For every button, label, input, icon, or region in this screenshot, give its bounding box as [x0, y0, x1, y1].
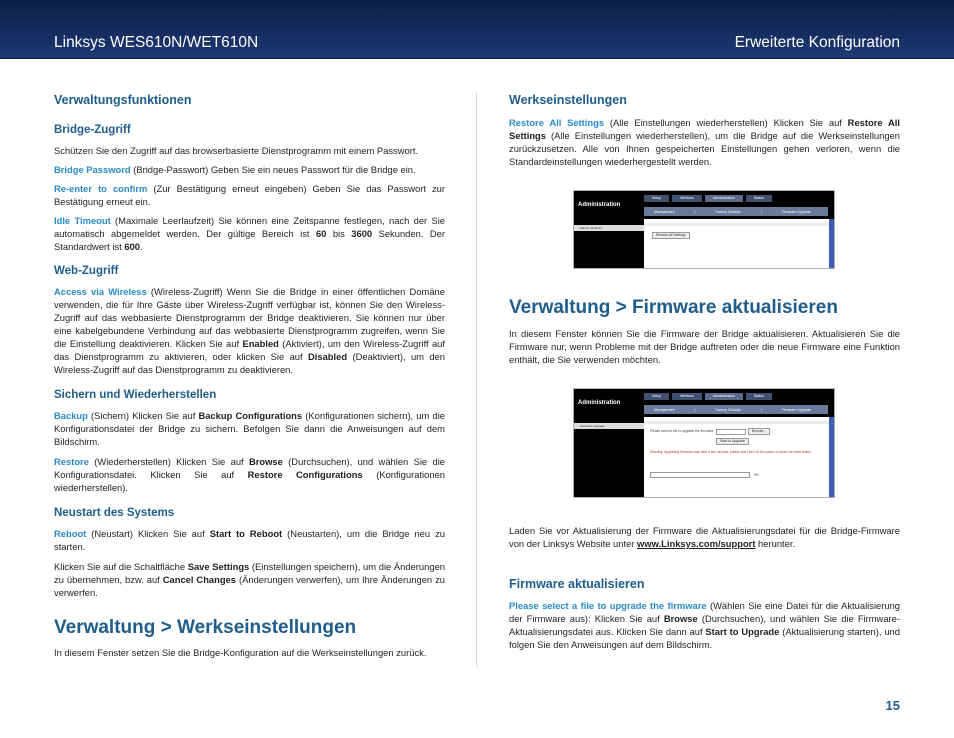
- factory-defaults-screenshot: [573, 190, 835, 269]
- shot-select-label: Please select a file to upgrade the firmware:: [650, 429, 715, 433]
- shot-progress-pct: 0%: [754, 473, 759, 477]
- firmware-upgrade-para: Please select a file to upgrade the firmware (Wählen Sie eine Datei für die Aktualisierung der Firmware aus): Klicken Sie auf Browse (Durchsuchen), und wählen Sie die Firmware-Aktualisierungsdatei aus. Klicken Sie dann auf Start to Upgrade (Aktualisierung starten), und folgen Sie den Anweisungen auf dem Bildschirm.: [509, 600, 901, 650]
- shot-side-item: Firmware Upgrade: [574, 423, 644, 429]
- restore-all-para: Restore All Settings (Alle Einstellungen wiederherstellen) Klicken Sie auf Restore All Settings (Alle Einstellungen wiederherstellen), um die Bridge auf die Werkseinstellungen zurückzusetzen. Alle von Ihnen gespeicherten Einstellungen gehen verloren, wenn die Standardeinstellungen wiederhergestellt werden.: [509, 117, 900, 167]
- page-header: [0, 0, 954, 59]
- shot-tab: Setup: [644, 393, 669, 400]
- restore-all-settings-button: Restore All Settings: [652, 232, 690, 239]
- bridge-access-intro: Schützen Sie den Zugriff auf das browserbasierte Dienstprogramm mit einem Passwort.: [54, 145, 419, 156]
- header-section: Erweiterte Konfiguration: [734, 34, 900, 51]
- shot-tab: Administration: [705, 393, 743, 400]
- factory-defaults-intro: In diesem Fenster setzen Sie die Bridge-Konfiguration auf die Werkseinstellungen zurück.: [54, 647, 427, 658]
- page-number: 15: [885, 698, 900, 713]
- header-product: Linksys WES610N/WET610N: [54, 34, 259, 51]
- shot-tabs: [644, 195, 834, 202]
- shot-tab: Wireless: [672, 393, 701, 400]
- shot-sidebar: [574, 417, 644, 497]
- firmware-intro: In diesem Fenster können Sie die Firmware der Bridge aktualisieren. Aktualisieren Sie die Firmware nur, wenn Probleme mit der Bridge auftreten oder die neue Firmware eine Funktion enthält, die Sie verwenden möchten.: [509, 328, 900, 365]
- shot-start-upgrade-button: Start to Upgrade: [716, 438, 749, 445]
- shot-brand: Administration: [578, 202, 621, 208]
- web-access-heading: Web-Zugriff: [54, 265, 119, 277]
- shot-browse-button: Browse...: [748, 428, 770, 435]
- mgmt-heading: Verwaltungsfunktionen: [54, 93, 192, 107]
- shot-tab: Administration: [705, 195, 743, 202]
- backup-heading: Sichern und Wiederherstellen: [54, 389, 217, 401]
- shot-subnav: Management | Factory Defaults | Firmware Upgrade: [644, 405, 828, 414]
- shot-sidebar: [574, 219, 644, 268]
- firmware-title: Verwaltung > Firmware aktualisieren: [509, 297, 838, 318]
- firmware-upgrade-heading: Firmware aktualisieren: [509, 577, 645, 591]
- shot-tab: Status: [746, 195, 772, 202]
- right-column: [509, 92, 900, 651]
- shot-subnav: Management | Factory Defaults | Firmware Upgrade: [644, 207, 828, 216]
- shot-progress-bar: [650, 472, 750, 478]
- bridge-password-para: Bridge Password (Bridge-Passwort) Geben Sie ein neues Passwort für die Bridge ein.: [54, 164, 416, 175]
- column-divider: [476, 92, 477, 667]
- factory-defaults-title: Verwaltung > Werkseinstellungen: [54, 617, 357, 638]
- bridge-access-heading: Bridge-Zugriff: [54, 124, 131, 136]
- save-settings-para: Klicken Sie auf die Schaltfläche Save Settings (Einstellungen speichern), um die Änderungen zu übernehmen, bzw. auf Cancel Changes (Änderungen verwerfen), um Ihre Änderungen zu verwerfen.: [54, 561, 445, 598]
- web-access-para: Access via Wireless (Wireless-Zugriff) Wenn Sie die Bridge in einer öffentlichen Domäne verwenden, die für Ihre Gäste über Wireless-Zugriff verfügbar ist, können Sie den Wireless-Zugriff auf das webbasierte Dienstprogramm der Bridge deaktivieren. Sie können nur über eine kabelgebundene Verbindung auf das webbasierte Dienstprogramm zugreifen, wenn Sie die Einstellung deaktivieren. Klicken Sie auf Enabled (Aktiviert), um den Wireless-Zugriff auf das Dienstprogramm zu aktivieren, oder klicken Sie auf Disabled (Deaktiviert), um den Wireless-Zugriff auf das Dienstprogramm zu deaktivieren.: [54, 286, 445, 375]
- left-column: [54, 92, 445, 659]
- firmware-upgrade-screenshot: [573, 388, 835, 498]
- shot-tab: Wireless: [672, 195, 701, 202]
- reboot-heading: Neustart des Systems: [54, 507, 175, 519]
- shot-tab: Setup: [644, 195, 669, 202]
- shot-file-field: [716, 429, 746, 435]
- shot-tabs: [644, 393, 834, 400]
- reboot-para: Reboot (Neustart) Klicken Sie auf Start to Reboot (Neustarten), um die Bridge neu zu starten.: [54, 528, 445, 552]
- shot-warning: Warning: Upgrading firmware may take a few minutes, please don't turn off the power or press the reset button.: [650, 450, 812, 454]
- shot-side-item: Factory Defaults: [574, 225, 644, 231]
- shot-content: [644, 417, 829, 497]
- restore-para: Restore (Wiederherstellen) Klicken Sie auf Browse (Durchsuchen), und wählen Sie die Konfigurationsdatei. Klicken Sie auf Restore Configurations (Konfigurationen wiederherstellen).: [54, 456, 445, 493]
- idle-timeout-para: Idle Timeout (Maximale Leerlaufzeit) Sie können eine Zeitspanne festlegen, nach der Sie automatisch abgemeldet werden. Der gültige Bereich ist 60 bis 3600 Sekunden. Der Standardwert ist 600.: [54, 215, 445, 252]
- backup-para: Backup (Sichern) Klicken Sie auf Backup Configurations (Konfigurationen sichern), um die Konfigurationsdatei der Bridge zu sichern. Befolgen Sie dann die Anweisungen auf dem Bildschirm.: [54, 410, 445, 447]
- linksys-support-link[interactable]: www.Linksys.com/support: [637, 538, 756, 549]
- download-para: Laden Sie vor Aktualisierung der Firmware die Aktualisierungsdatei für die Bridge-Firmware von der Linksys Website unter www.Linksys.com/support herunter.: [509, 525, 900, 549]
- factory-heading: Werkseinstellungen: [509, 93, 627, 107]
- shot-content: [644, 219, 829, 268]
- shot-brand: Administration: [578, 400, 621, 406]
- reenter-para: Re-enter to confirm (Zur Bestätigung erneut eingeben) Geben Sie das Passwort zur Bestätigung erneut ein.: [54, 183, 445, 207]
- shot-tab: Status: [746, 393, 772, 400]
